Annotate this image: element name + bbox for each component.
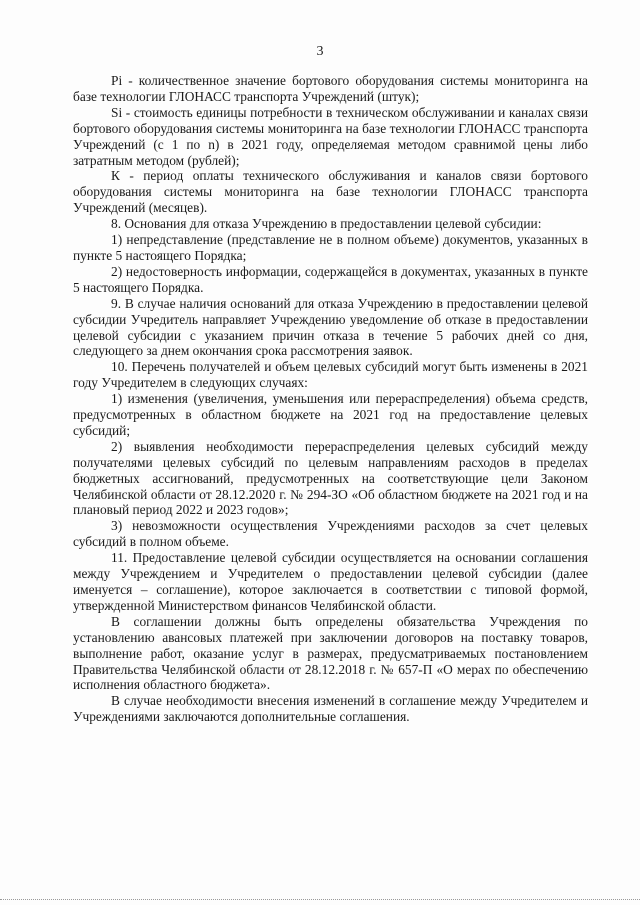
paragraph-clause-10-item-2: 2) выявления необходимости перераспределения целевых субсидий между получателями целевых субсидий по целевым направлениям расходов в пределах бюджетных ассигнований, предусмотренных на соответствующие цели Законом Челябинской области от 28.12.2020 г. № 294-ЗО «Об областном бюджете на 2021 год и на плановый период 2022 и 2023 годов»; [73, 438, 588, 518]
paragraph-clause-9: 9. В случае наличия оснований для отказа Учреждению в предоставлении целевой субсидии Учредитель направляет Учреждению уведомление об отказе в предоставлении целевой субсидии с указанием причин отказа в течение 5 рабочих дней со дня, следующего за днем окончания срока рассмотрения заявок. [73, 295, 588, 359]
paragraph-clause-8: 8. Основания для отказа Учреждению в предоставлении целевой субсидии: [111, 216, 542, 232]
paragraph-pi-definition: Pi - количественное значение бортового оборудования системы мониторинга на базе технологии ГЛОНАСС транспорта Учреждений (штук); [73, 73, 588, 104]
paragraph-k-definition: К - период оплаты технического обслуживания и каналов связи бортового оборудования системы мониторинга на базе технологии ГЛОНАСС транспорта Учреждений (месяцев). [73, 168, 588, 216]
paragraph-agreement-obligations: В соглашении должны быть определены обязательства Учреждения по установлению авансовых платежей при заключении договоров на поставку товаров, выполнение работ, оказание услуг в размерах, предусматриваемых постановлением Правительства Челябинской области от 28.12.2018 г. № 657-П «О мерах по обеспечению исполнения областного бюджета». [73, 613, 588, 693]
paragraph-additional-agreements: В случае необходимости внесения изменений в соглашение между Учредителем и Учреждениями заключаются дополнительные соглашения. [73, 693, 588, 725]
paragraph-clause-10-item-3: 3) невозможности осуществления Учреждениями расходов за счет целевых субсидий в полном объеме. [73, 518, 588, 550]
paragraph-si-definition: Si - стоимость единицы потребности в техническом обслуживании и каналах связи бортового оборудования системы мониторинга на базе технологии ГЛОНАСС транспорта Учреждений (с 1 по n) в 2021 году, определяемая методом сравнимой цены либо затратным методом (рублей); [73, 104, 588, 168]
paragraph-clause-11: 11. Предоставление целевой субсидии осуществляется на основании соглашения между Учреждением и Учредителем о предоставлении целевой субсидии (далее именуется – соглашение), которое заключается в соответствии с типовой формой, утвержденной Министерством финансов Челябинской области. [73, 550, 588, 613]
paragraph-clause-8-item-2: 2) недостоверность информации, содержащейся в документах, указанных в пункте 5 настоящего Порядка. [73, 263, 588, 295]
page-number: 3 [316, 44, 324, 59]
paragraph-clause-10-item-1: 1) изменения (увеличения, уменьшения или перераспределения) объема средств, предусмотренных в областном бюджете на 2021 год на предоставление целевых субсидий; [73, 391, 588, 438]
document-body [73, 73, 588, 725]
page-bottom-edge [0, 899, 640, 901]
paragraph-clause-10: 10. Перечень получателей и объем целевых субсидий могут быть изменены в 2021 году Учредителем в следующих случаях: [73, 359, 588, 391]
paragraph-clause-8-item-1: 1) непредставление (представление не в полном объеме) документов, указанных в пункте 5 настоящего Порядка; [73, 232, 588, 263]
